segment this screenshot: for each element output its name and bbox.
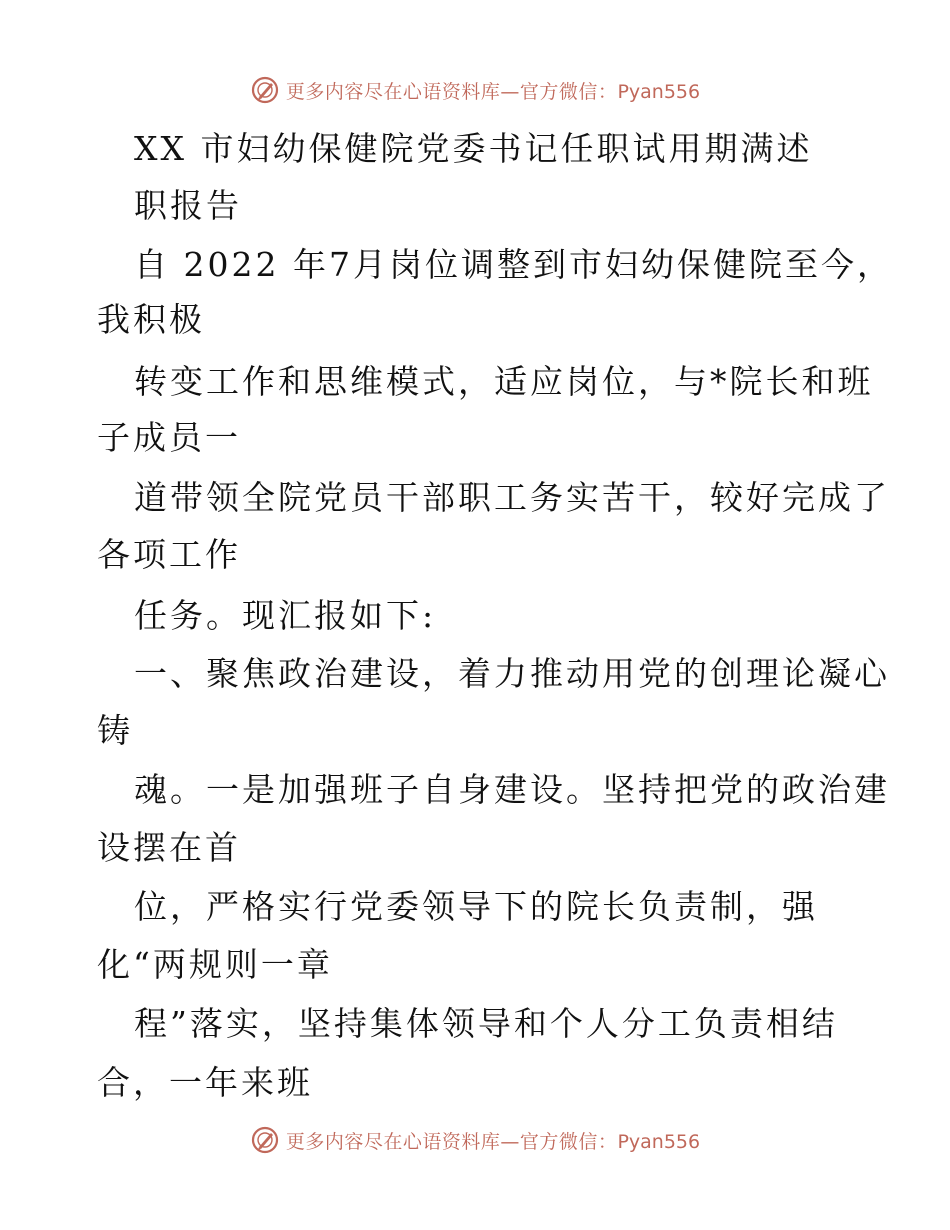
pen-logo-icon (250, 75, 280, 105)
pen-logo-icon (250, 1125, 280, 1155)
watermark-contact-label: 官方微信： (519, 1130, 618, 1153)
paragraph-line: 化“两规则一章 (97, 945, 333, 984)
paragraph-line: 设摆在首 (97, 828, 241, 867)
watermark-contact-id: Pyan556 (617, 80, 701, 103)
paragraph-line: 魂。一是加强班子自身建设。坚持把党的政治建 (134, 770, 890, 809)
watermark-site-text: 更多内容尽在心语资料库 (285, 80, 501, 103)
paragraph-line: 位，严格实行党委领导下的院长负责制，强 (134, 887, 818, 926)
watermark-text (286, 1127, 700, 1154)
watermark-dash: — (500, 1130, 520, 1153)
paragraph-line: 程”落实，坚持集体领导和个人分工负责相结 (134, 1004, 838, 1043)
paragraph-line: 合，一年来班 (97, 1063, 313, 1102)
watermark-contact-id: Pyan556 (617, 1130, 701, 1153)
paragraph-line: 子成员一 (97, 418, 241, 457)
watermark-banner-bottom (0, 1120, 950, 1160)
paragraph-line: 各项工作 (97, 535, 241, 574)
paragraph-line: 转变工作和思维模式，适应岗位，与*院长和班 (134, 362, 874, 401)
watermark-contact-label: 官方微信： (519, 80, 618, 103)
watermark-dash: — (500, 80, 520, 103)
paragraph-line: 自 2022 年7月岗位调整到市妇幼保健院至今， (134, 245, 893, 284)
section-heading-line: 铸 (97, 711, 133, 750)
watermark-text (286, 77, 700, 104)
document-title-line-2: 职报告 (134, 186, 242, 225)
paragraph-line: 任务。现汇报如下: (134, 596, 437, 635)
document-title-line-1: XX 市妇幼保健院党委书记任职试用期满述 (134, 129, 813, 168)
watermark-banner-top (0, 70, 950, 110)
watermark-site-text: 更多内容尽在心语资料库 (285, 1130, 501, 1153)
paragraph-line: 我积极 (97, 300, 205, 339)
paragraph-line: 道带领全院党员干部职工务实苦干，较好完成了 (134, 478, 890, 517)
section-heading-line: 一、聚焦政治建设，着力推动用党的创理论凝心 (134, 654, 890, 693)
